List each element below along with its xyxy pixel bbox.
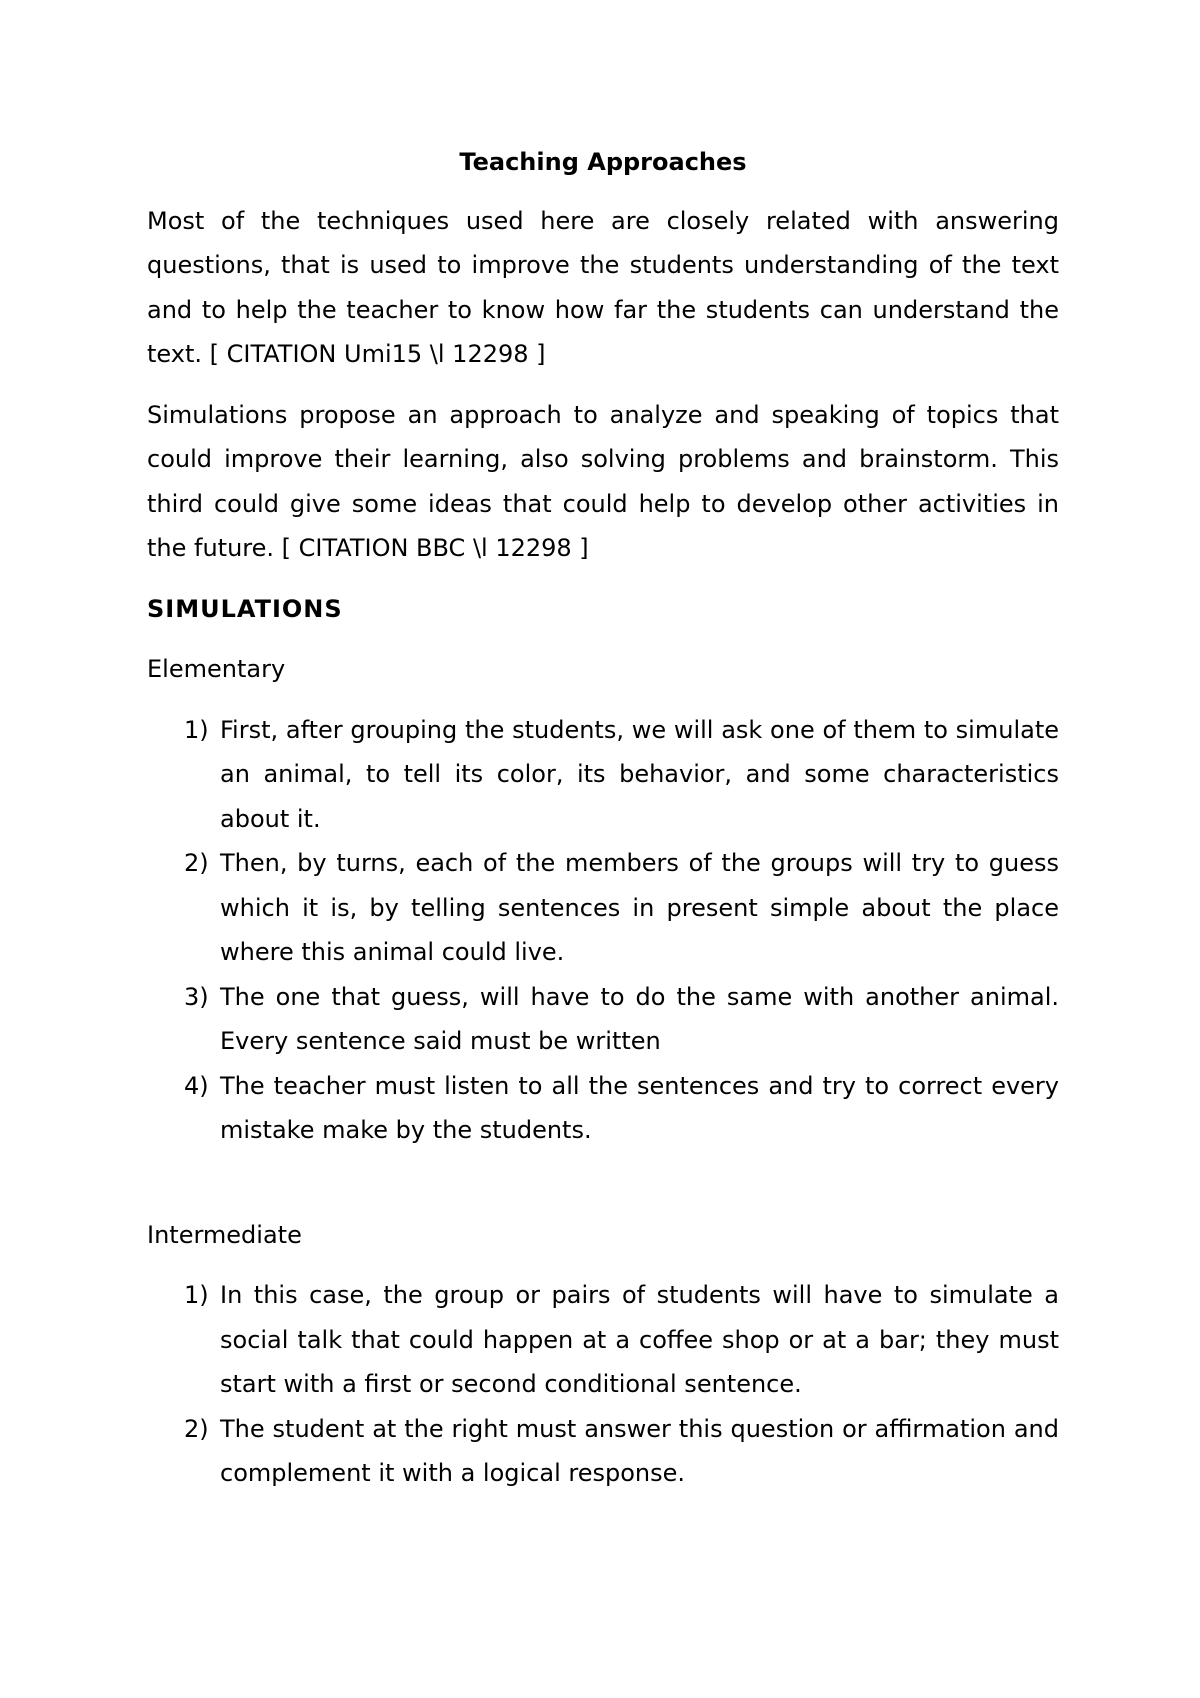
list-item-number: 2) <box>184 849 209 877</box>
blank-line <box>147 1169 1059 1213</box>
intermediate-list <box>147 1273 1059 1496</box>
document-page <box>147 140 1059 1512</box>
elementary-list <box>147 708 1059 1153</box>
page-title: Teaching Approaches <box>459 148 747 176</box>
list-item-text: In this case, the group or pairs of students will have to simulate a social talk that could happen at a coffee shop or at a bar; they must start with a first or second conditional sentence. <box>220 1281 1059 1398</box>
list-item-number: 3) <box>184 982 209 1011</box>
list-item-text: The one that guess, will have to do the same with another animal. Every sentence said must be written <box>220 982 1059 1055</box>
list-item-number: 1) <box>184 1281 209 1309</box>
list-item <box>147 1064 1059 1153</box>
list-item <box>147 841 1059 975</box>
list-item-number: 2) <box>184 1414 209 1443</box>
list-item-number: 1) <box>184 715 209 744</box>
section-heading: SIMULATIONS <box>147 594 343 623</box>
list-item <box>147 975 1059 1064</box>
elementary-label: Elementary <box>147 655 286 683</box>
intermediate-label: Intermediate <box>147 1220 302 1249</box>
list-item <box>147 1273 1059 1407</box>
list-item-text: Then, by turns, each of the members of the groups will try to guess which it is, by telling sentences in present simple about the place where this animal could live. <box>220 849 1059 966</box>
list-item-text: First, after grouping the students, we will ask one of them to simulate an animal, to tell its color, its behavior, and some characteristics about it. <box>220 715 1059 833</box>
list-item-number: 4) <box>184 1071 209 1100</box>
intro-paragraph: Simulations propose an approach to analyze and speaking of topics that could improve their learning, also solving problems and brainstorm. This third could give some ideas that could help to develop other activities in the future. [ CITATION BBC \l 12298 ] <box>147 400 1059 562</box>
list-item <box>147 708 1059 842</box>
intro-paragraph: Most of the techniques used here are closely related with answering questions, that is used to improve the students understanding of the text and to help the teacher to know how far the students can understand the text. [ CITATION Umi15 \l 12298 ] <box>147 206 1059 368</box>
list-item-text: The teacher must listen to all the sentences and try to correct every mistake make by the students. <box>220 1071 1059 1144</box>
list-item-text: The student at the right must answer this question or affirmation and complement it with a logical response. <box>220 1414 1059 1487</box>
list-item <box>147 1407 1059 1496</box>
